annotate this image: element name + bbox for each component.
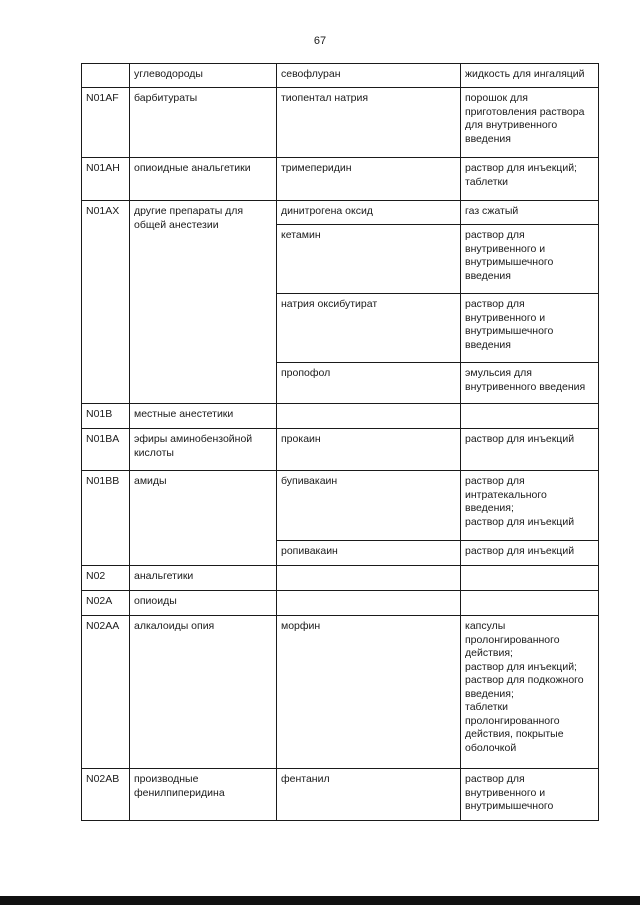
drug-name-cell: [277, 591, 461, 616]
dosage-form-cell: раствор для инъекций: [461, 429, 599, 471]
dosage-form-cell: жидкость для ингаляций: [461, 64, 599, 88]
drug-name-cell: [277, 566, 461, 591]
atc-code-cell: N01AF: [82, 88, 130, 158]
atc-code-cell: N01BA: [82, 429, 130, 471]
drug-name-cell: динитрогена оксид: [277, 201, 461, 225]
table-row: [82, 429, 599, 471]
group-name-cell: анальгетики: [130, 566, 277, 591]
drug-name-cell: кетамин: [277, 225, 461, 294]
drug-name-cell: пропофол: [277, 363, 461, 404]
dosage-form-cell: [461, 566, 599, 591]
group-name-cell: алкалоиды опия: [130, 616, 277, 769]
dosage-form-cell: капсулы пролонгированного действия; раствор для инъекций; раствор для подкожного введения; таблетки пролонгированного действия, покрытые оболочкой: [461, 616, 599, 769]
atc-code-cell: N02AA: [82, 616, 130, 769]
dosage-form-cell: [461, 404, 599, 429]
bottom-scan-border: [0, 896, 640, 905]
drug-name-cell: бупивакаин: [277, 471, 461, 541]
dosage-form-cell: раствор для внутривенного и внутримышечного введения: [461, 294, 599, 363]
group-name-cell: местные анестетики: [130, 404, 277, 429]
atc-code-cell: N02A: [82, 591, 130, 616]
table-row: [82, 616, 599, 769]
drug-name-cell: ропивакаин: [277, 541, 461, 566]
table-row: [82, 404, 599, 429]
group-name-cell: другие препараты для общей анестезии: [130, 201, 277, 404]
dosage-form-cell: газ сжатый: [461, 201, 599, 225]
table-body: [82, 64, 599, 821]
group-name-cell: производные фенилпиперидина: [130, 769, 277, 821]
dosage-form-cell: эмульсия для внутривенного введения: [461, 363, 599, 404]
atc-code-cell: [82, 64, 130, 88]
dosage-form-cell: раствор для интратекального введения; раствор для инъекций: [461, 471, 599, 541]
atc-code-cell: N02: [82, 566, 130, 591]
drug-name-cell: прокаин: [277, 429, 461, 471]
dosage-form-cell: порошок для приготовления раствора для внутривенного введения: [461, 88, 599, 158]
drug-table: [81, 63, 599, 821]
table-row: [82, 88, 599, 158]
page-number: 67: [313, 35, 327, 47]
drug-name-cell: фентанил: [277, 769, 461, 821]
group-name-cell: углеводороды: [130, 64, 277, 88]
drug-name-cell: тиопентал натрия: [277, 88, 461, 158]
table-row: [82, 591, 599, 616]
group-name-cell: барбитураты: [130, 88, 277, 158]
atc-code-cell: N02AB: [82, 769, 130, 821]
dosage-form-cell: раствор для инъекций: [461, 541, 599, 566]
dosage-form-cell: [461, 591, 599, 616]
group-name-cell: опиоидные анальгетики: [130, 158, 277, 201]
group-name-cell: амиды: [130, 471, 277, 566]
table-row: [82, 64, 599, 88]
drug-name-cell: тримеперидин: [277, 158, 461, 201]
dosage-form-cell: раствор для внутривенного и внутримышечного: [461, 769, 599, 821]
drug-name-cell: севофлуран: [277, 64, 461, 88]
table-row: [82, 158, 599, 201]
group-name-cell: опиоиды: [130, 591, 277, 616]
table-row: [82, 201, 599, 225]
table-row: [82, 471, 599, 541]
dosage-form-cell: раствор для инъекций; таблетки: [461, 158, 599, 201]
atc-code-cell: N01BB: [82, 471, 130, 566]
atc-code-cell: N01AX: [82, 201, 130, 404]
drug-name-cell: [277, 404, 461, 429]
drug-name-cell: натрия оксибутират: [277, 294, 461, 363]
table-row: [82, 566, 599, 591]
atc-code-cell: N01B: [82, 404, 130, 429]
atc-code-cell: N01AH: [82, 158, 130, 201]
dosage-form-cell: раствор для внутривенного и внутримышечного введения: [461, 225, 599, 294]
group-name-cell: эфиры аминобензойной кислоты: [130, 429, 277, 471]
table-row: [82, 769, 599, 821]
drug-name-cell: морфин: [277, 616, 461, 769]
